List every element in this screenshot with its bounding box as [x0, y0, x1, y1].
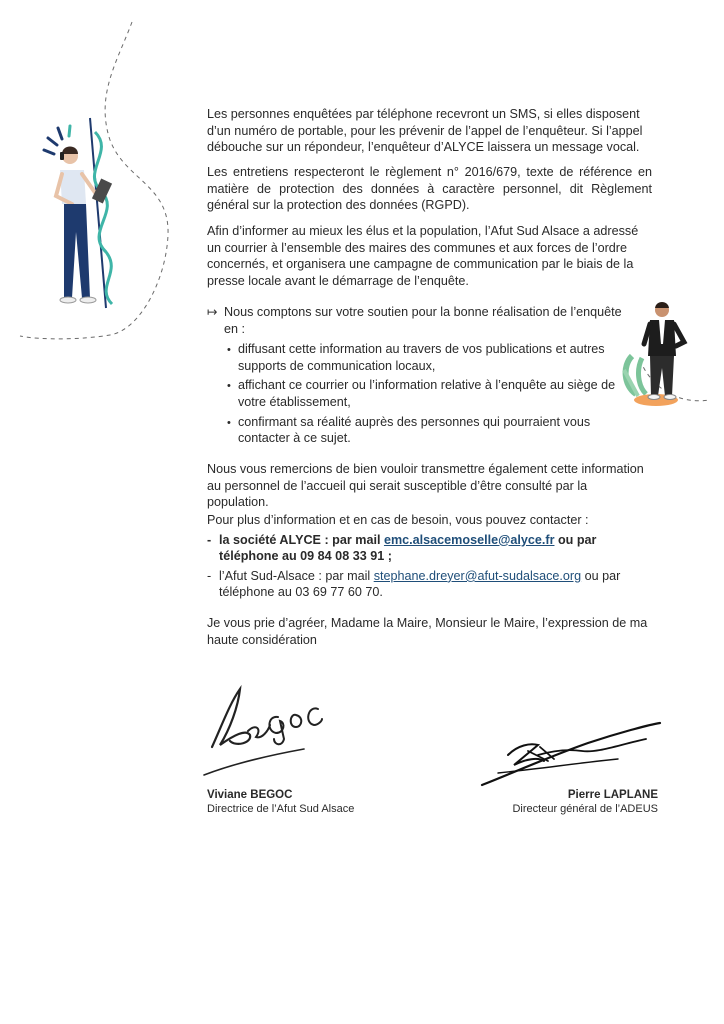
list-item: • confirmant sa réalité auprès des personnes qui pourraient vous contacter à ce sujet.: [207, 414, 627, 447]
surveyor-illustration: [40, 112, 160, 312]
signature-begoc: [200, 685, 330, 780]
contact-alyce-suffix: ou par téléphone au 09 84 08 33 91 ;: [219, 532, 597, 564]
contact-afut: [207, 568, 652, 601]
right-signatory-name: Pierre LAPLANE: [567, 789, 658, 801]
paragraph-rgpd: Les entretiens respecteront le règlement n° 2016/679, texte de référence en matière de protection des données à caractère personnel, dit Règlement général sur la protection des données (RGPD).: [207, 165, 652, 213]
list-item: • diffusant cette information au travers de vos publications et autres supports de communication locaux,: [207, 341, 627, 374]
contact-alyce-prefix: la société ALYCE : par mail: [219, 532, 384, 547]
contact-afut-prefix: l’Afut Sud-Alsace : par mail: [219, 568, 374, 583]
afut-email-link[interactable]: stephane.dreyer@afut-sudalsace.org: [373, 568, 582, 583]
paragraph-thanks: Nous vous remercions de bien vouloir transmettre également cette information au personnel de l’accueil qui serait susceptible d’être consulté par la population.: [207, 462, 644, 510]
list-item: • affichant ce courrier ou l’information relative à l’enquête au siège de votre établissement,: [207, 377, 627, 410]
paragraph-sms-notice: Les personnes enquêtées par téléphone recevront un SMS, si elles disposent d’un numéro de portable, pour les prévenir de l’appel de l’enquêteur. Si l’appel débouche sur un répondeur, l’enquêteur d’ALYCE laissera un message vocal.: [207, 107, 643, 155]
left-signatory-name: Viviane BEGOC: [207, 789, 293, 801]
contact-alyce: [207, 532, 652, 565]
support-block: [207, 304, 627, 450]
contact-intro: Pour plus d’information et en cas de besoin, vous pouvez contacter :: [207, 513, 589, 527]
contact-list: [207, 532, 652, 601]
left-signatory-role: Directrice de l’Afut Sud Alsace: [207, 803, 355, 815]
support-bullet-list: [207, 341, 627, 447]
arrow-icon: ↦: [207, 305, 218, 319]
contact-block: [207, 512, 652, 604]
signature-laplane: [478, 715, 668, 795]
closing-formula: Je vous prie d’agréer, Madame la Maire, Monsieur le Maire, l’expression de ma haute considération: [207, 616, 648, 647]
contact-afut-suffix: ou par téléphone au 03 69 77 60 70.: [219, 568, 621, 600]
standing-man-illustration: [618, 296, 698, 411]
right-signatory-role: Directeur général de l’ADEUS: [512, 803, 658, 815]
alyce-email-link[interactable]: emc.alsacemoselle@alyce.fr: [383, 532, 555, 547]
support-intro-line: [207, 304, 627, 337]
paragraph-information-campaign: Afin d’informer au mieux les élus et la population, l’Afut Sud Alsace a adressé un courrier à l’ensemble des maires des communes et aux forces de l’ordre concernés, et organisera une campagne de communication par le biais de la presse locale avant le démarrage de l’enquête.: [207, 224, 639, 288]
support-intro: Nous comptons sur votre soutien pour la bonne réalisation de l’enquête en :: [224, 305, 622, 336]
